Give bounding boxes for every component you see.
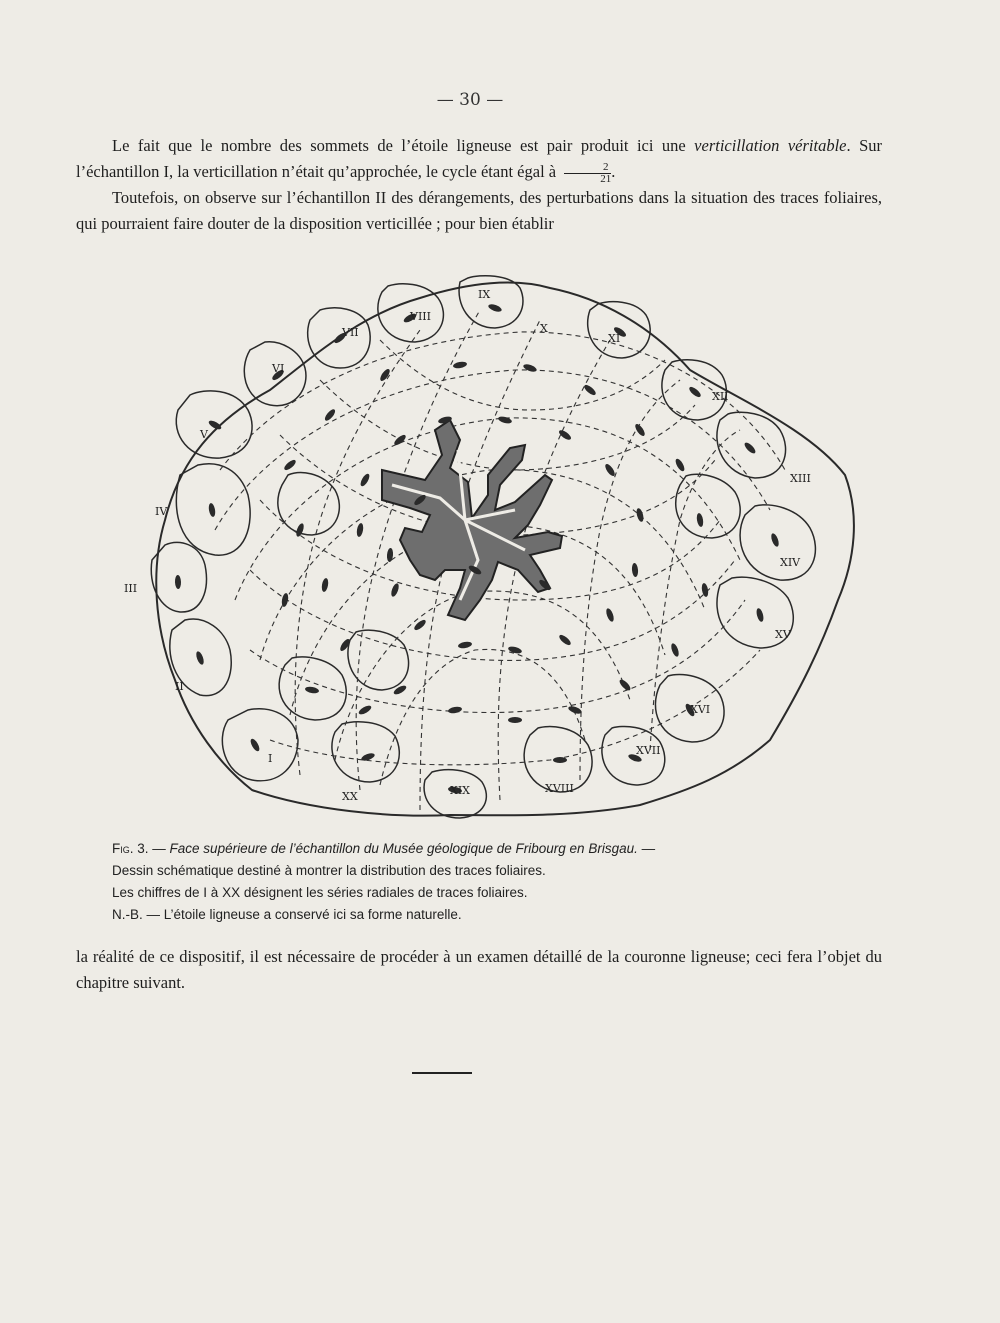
figure-caption xyxy=(112,838,872,926)
paragraph1-text-c: . xyxy=(611,162,616,181)
leaf-cell xyxy=(676,474,740,538)
figure-drawing xyxy=(151,276,854,818)
dashed-line xyxy=(380,340,665,410)
figure-cross-section xyxy=(120,270,860,830)
leaf-trace xyxy=(321,578,329,593)
leaf-trace xyxy=(413,618,428,632)
leaf-trace xyxy=(305,686,320,694)
leaf-trace xyxy=(356,523,364,538)
leaf-trace xyxy=(553,757,567,763)
series-label-i: I xyxy=(268,752,273,765)
leaf-trace xyxy=(631,563,638,577)
leaf-trace xyxy=(635,507,644,522)
series-label-xviii: XVIII xyxy=(545,782,574,795)
caption-figure-label: Fig. 3. xyxy=(112,841,149,856)
leaf-trace xyxy=(390,582,400,597)
leaf-trace xyxy=(458,641,473,649)
leaf-trace xyxy=(674,457,686,472)
paragraph-conclusion: la réalité de ce dispositif, il est nécessaire de procéder à un examen détaillé de la couronne ligneuse; ceci fera l’objet du chapitre suivant. xyxy=(76,947,882,992)
leaf-trace xyxy=(670,642,680,657)
leaf-trace xyxy=(386,548,393,562)
dashed-line xyxy=(335,591,630,760)
series-label-iii: III xyxy=(124,582,138,595)
dashed-line xyxy=(580,380,680,780)
leaf-trace xyxy=(175,575,181,589)
series-label-vii: VII xyxy=(342,326,359,339)
series-label-ii: II xyxy=(175,680,184,693)
caption-line-4: N.-B. — L’étoile ligneuse a conservé ici sa forme naturelle. xyxy=(112,907,462,922)
caption-title: Face supérieure de l’échantillon du Musée géologique de Fribourg en Brisgau. xyxy=(169,841,638,856)
leaf-trace xyxy=(508,717,522,723)
dashed-line xyxy=(250,600,745,713)
caption-dash: — xyxy=(637,841,656,856)
caption-line-3: Les chiffres de I à XX désignent les séries radiales de traces foliaires. xyxy=(112,885,528,900)
series-label-xx: XX xyxy=(342,790,358,803)
series-label-xvi: XVI xyxy=(690,703,711,716)
leaf-trace xyxy=(558,429,573,442)
leaf-trace xyxy=(604,463,617,478)
paragraph1-text-b: . Sur l’échantillon I, la verticillation n’était qu’approchée, le cycle étant égal à xyxy=(76,136,882,181)
series-label-xvii: XVII xyxy=(636,744,661,757)
caption-line-2: Dessin schématique destiné à montrer la distribution des traces foliaires. xyxy=(112,863,546,878)
leaf-trace xyxy=(755,607,764,622)
leaf-trace xyxy=(583,383,598,397)
dashed-line xyxy=(650,430,740,750)
leaf-trace xyxy=(195,650,205,665)
leaf-trace xyxy=(497,415,512,424)
caption-line-1: Fig. 3. — Face supérieure de l’échantillon du Musée géologique de Fribourg en Brisgau. — xyxy=(112,841,656,856)
series-label-viii: VIII xyxy=(410,310,431,323)
leaf-trace xyxy=(770,532,780,547)
leaf-cell xyxy=(332,722,399,782)
leaf-trace xyxy=(392,684,407,696)
leaf-trace xyxy=(453,361,468,369)
fraction-denominator: 21 xyxy=(600,172,612,185)
series-label-x: X xyxy=(540,322,548,335)
dashed-line xyxy=(295,330,420,775)
leaf-trace xyxy=(618,678,632,692)
leaf-trace xyxy=(743,441,757,455)
leaf-trace xyxy=(281,593,289,608)
leaf-trace xyxy=(522,363,537,373)
leaf-trace xyxy=(507,645,522,654)
leaf-trace xyxy=(696,513,704,528)
paragraph1-text-a: Le fait que le nombre des sommets de l’étoile ligneuse est pair produit ici une xyxy=(112,136,695,155)
series-label-iv: IV xyxy=(155,505,168,518)
dashed-line xyxy=(220,332,785,470)
leaf-trace xyxy=(249,737,261,752)
leaf-trace xyxy=(688,385,703,399)
leaf-trace xyxy=(357,704,372,716)
fraction xyxy=(564,162,611,185)
leaf-trace xyxy=(558,633,573,647)
leaf-trace xyxy=(208,503,216,518)
series-label-v: V xyxy=(200,428,208,441)
section-rule xyxy=(412,1072,472,1074)
dashed-line xyxy=(380,649,585,785)
series-label-xiii: XIII xyxy=(790,472,811,485)
series-label-vi: VI xyxy=(272,362,285,375)
leaf-trace xyxy=(605,607,615,622)
series-label-ix: IX xyxy=(478,288,491,301)
paragraph1-emphasis: verticillation véritable xyxy=(694,136,847,155)
series-label-xiv: XIV xyxy=(780,556,801,569)
leaf-trace xyxy=(283,458,298,472)
paragraph-perturbations: Toutefois, on observe sur l’échantillon II des dérangements, des perturbations dans la situation des traces foliaires, qui pourraient faire douter de la disposition verticillée ; pour bien établir xyxy=(76,188,882,233)
leaf-trace xyxy=(487,303,502,313)
paragraph-verticillation xyxy=(76,133,882,185)
series-label-xii: XII xyxy=(712,390,729,403)
leaf-cell xyxy=(222,709,298,781)
series-label-xix: XIX xyxy=(450,784,471,797)
leaf-trace xyxy=(295,522,305,537)
page-number: — 30 — xyxy=(436,90,504,110)
leaf-trace xyxy=(448,706,463,714)
leaf-trace xyxy=(359,472,371,487)
series-label-xi: XI xyxy=(608,332,621,345)
series-label-xv: XV xyxy=(775,628,791,641)
fraction-numerator: 2 xyxy=(564,162,611,174)
